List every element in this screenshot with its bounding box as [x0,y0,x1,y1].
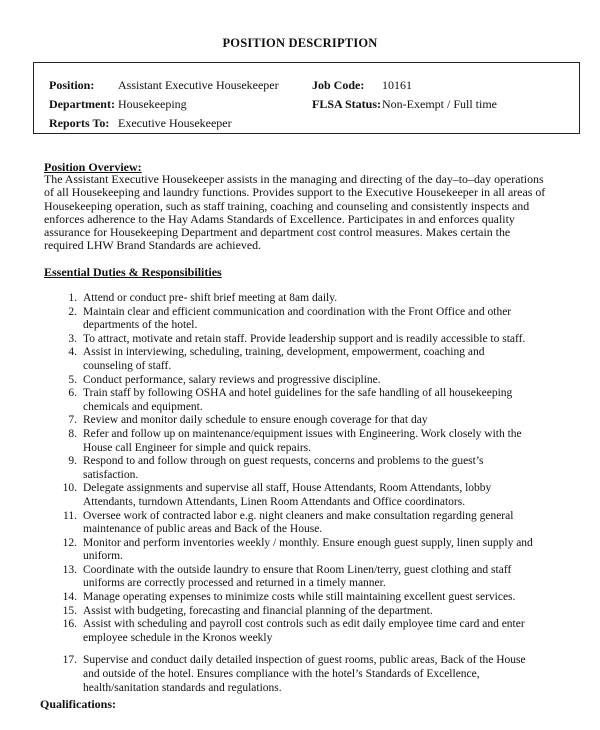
duty-item [44,414,574,428]
duty-item [44,591,574,605]
duty-text: Assist in interviewing, scheduling, training, development, empowerment, coaching and [83,346,485,359]
duty-text: counseling of staff. [83,359,172,372]
overview-line: assurance for Housekeeping Department and department cost control measures. Makes certain the [44,225,511,240]
duty-text: Attend or conduct pre- shift brief meeting at 8am daily. [83,292,338,304]
overview-line: The Assistant Executive Housekeeper assists in the managing and directing of the day–to–day operations [44,172,544,186]
overview-line: of all Housekeeping and laundry functions. Provides support to the Executive Housekeeper in all areas of [44,185,546,200]
duties-list [44,292,574,695]
duty-text: Delegate assignments and supervise all staff, House Attendants, Room Attendants, lobby [83,482,492,495]
duty-item [44,564,574,591]
duty-item [44,306,574,333]
overview-line: required LHW Brand Standards are achieved. [44,238,262,253]
duty-text: employee schedule in the Kronos weekly [83,631,273,644]
duty-number: 10. [62,482,77,495]
duty-text: Assist with budgeting, forecasting and financial planning of the department. [83,604,433,617]
job-code-label: Job Code: [312,78,365,92]
job-code-value: 10161 [382,78,412,92]
duty-item [44,333,574,347]
duty-number: 13. [62,563,77,576]
qualifications-heading: Qualifications: [40,697,117,711]
duty-item [44,654,574,695]
department-label: Department: [49,97,115,111]
duty-text: and outside of the hotel. Ensures compliance with the hotel’s Standards of Excellence, [83,668,480,681]
duty-item [44,455,574,482]
duty-number: 11. [63,509,77,522]
duty-text: Train staff by following OSHA and hotel guidelines for the safe handling of all housekeeping [83,387,513,400]
essential-duties-heading: Essential Duties & Responsibilities [44,265,222,279]
duty-number: 5. [68,373,77,386]
duty-text: maintenance of public areas and Back of the House. [83,523,323,536]
duty-number: 7. [68,414,77,427]
duty-text: health/sanitation standards and regulations. [83,681,282,694]
header-row-department [34,96,579,113]
reports-to-label: Reports To: [49,116,110,130]
duty-text: House call Engineer for simple and quick repairs. [83,441,312,454]
duty-item [44,618,574,645]
duty-number: 14. [62,591,77,604]
flsa-status-label: FLSA Status: [312,97,382,111]
department-value: Housekeeping [118,97,187,111]
reports-to-value: Executive Housekeeper [118,116,232,130]
duty-text: chemicals and equipment. [83,400,203,413]
duty-item [44,428,574,455]
duty-text: Manage operating expenses to minimize costs while still maintaining excellent guest services. [83,591,516,604]
duty-number: 3. [68,332,77,345]
duty-text: uniform. [83,550,123,563]
duty-number: 6. [68,387,77,400]
duty-text: Monitor and perform inventories weekly / monthly. Ensure enough guest supply, linen supply and [83,536,533,549]
duty-number: 16. [62,618,77,631]
duty-number: 15. [62,604,77,617]
duty-text: To attract, motivate and retain staff. Provide leadership support and is readily accessible to staff. [83,332,526,345]
duty-number: 1. [68,292,77,304]
position-value: Assistant Executive Housekeeper [118,78,279,92]
overview-line: Housekeeping operation, such as staff training, coaching and counseling and consistently inspects and [44,198,530,213]
duty-text: Respond to and follow through on guest requests, concerns and problems to the guest’s [83,455,484,468]
duty-text: Conduct performance, salary reviews and progressive discipline. [83,373,381,386]
position-label: Position: [49,78,95,92]
duty-text: Assist with scheduling and payroll cost controls such as edit daily employee time card and enter [83,618,525,631]
duty-text: uniforms are correctly processed and returned in a timely manner. [83,577,386,590]
duty-text: Supervise and conduct daily detailed inspection of guest rooms, public areas, Back of the House [83,654,526,667]
duty-text: satisfaction. [83,468,139,481]
duty-text: Coordinate with the outside laundry to ensure that Room Linen/terry, guest clothing and staff [83,563,512,576]
duty-item [44,387,574,414]
duty-text: Review and monitor daily schedule to ensure enough coverage for that day [83,414,428,427]
position-overview-text [44,173,564,253]
position-overview-heading: Position Overview: [44,160,142,174]
duty-item [44,346,574,373]
duty-number: 17. [62,654,77,667]
duty-item [44,482,574,509]
header-row-position [34,77,579,94]
duty-number: 9. [68,455,77,468]
duty-item [44,605,574,619]
duty-item [44,292,574,306]
header-box [33,62,580,134]
duty-number: 2. [68,305,77,318]
duty-item [44,510,574,537]
header-row-reports-to [34,115,579,132]
duty-text: Maintain clear and efficient communication and coordination with the Front Office and other [83,305,512,318]
flsa-status-value: Non-Exempt / Full time [382,97,497,111]
duty-text: departments of the hotel. [83,319,198,332]
duty-item [44,537,574,564]
duty-item [44,374,574,388]
duty-number: 8. [68,427,77,440]
duty-number: 4. [68,346,77,359]
duty-text: Refer and follow up on maintenance/equipment issues with Engineering. Work closely with the [83,427,522,440]
overview-line: enforces adherence to the Hay Adams Standards of Excellence. Participates in and enforces quality [44,211,515,226]
duty-text: Oversee work of contracted labor e.g. night cleaners and make consultation regarding general [83,509,514,522]
duty-number: 12. [62,536,77,549]
duty-text: Attendants, turndown Attendants, Linen Room Attendants and Office coordinators. [83,495,466,508]
document-title: POSITION DESCRIPTION [222,36,378,50]
